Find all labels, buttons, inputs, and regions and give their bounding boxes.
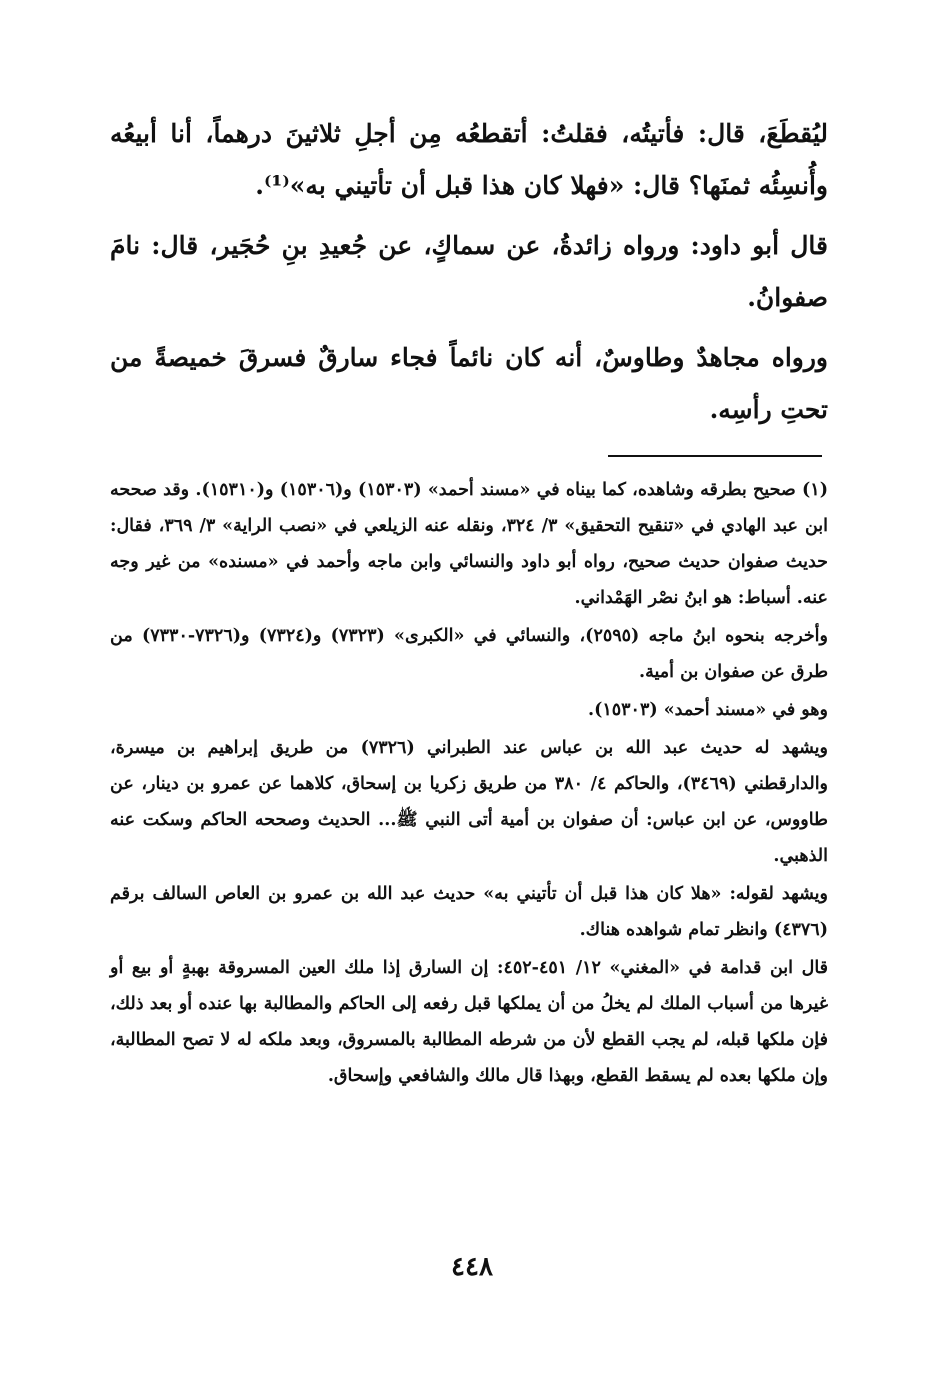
footnote-4: ويشهد له حديث عبد الله بن عباس عند الطبراني (٧٣٢٦) من طريق إبراهيم بن ميسرة، والدارقطني (٣٤٦٩)، والحاكم ٤/ ٣٨٠ من طريق زكريا بن إسحاق، كلاهما عن عمرو بن دينار، عن طاووس، عن ابن عباس: أن صفوان بن أمية أتى النبي ﷺ... الحديث وصححه الحاكم وسكت عنه الذهبي. xyxy=(110,738,829,866)
footnote-3: وهو في «مسند أحمد» (١٥٣٠٣). xyxy=(587,700,828,720)
main-text xyxy=(110,108,828,444)
main-paragraph-1: ليُقطَعَ، قال: فأتيتُه، فقلتُ: أتقطعُه مِن أجلِ ثلاثينَ درهماً، أنا أبيعُه وأُنسِئُه ثمنَها؟ قال: «فهلا كان هذا قبل أن تأتيني به»⁽¹⁾. xyxy=(110,119,828,200)
footnotes xyxy=(110,472,828,1096)
footnote-2: وأخرجه بنحوه ابنُ ماجه (٢٥٩٥)، والنسائي في «الكبرى» (٧٣٢٣) و(٧٣٢٤) و(٧٣٢٦-٧٣٣٠) من طرق عن صفوان بن أمية. xyxy=(110,626,828,682)
main-paragraph-3: ورواه مجاهدٌ وطاوسٌ، أنه كان نائماً فجاء سارقٌ فسرقَ خميصةً من تحتِ رأسِه. xyxy=(110,343,828,424)
main-paragraph-2: قال أبو داود: ورواه زائدةُ، عن سماكٍ، عن جُعيدِ بنِ حُجَير، قال: نامَ صفوانُ. xyxy=(110,231,828,312)
footnote-separator xyxy=(608,455,822,457)
page-number: ٤٤٨ xyxy=(451,1252,493,1282)
footnote-6: قال ابن قدامة في «المغني» ١٢/ ٤٥١-٤٥٢: إن السارق إذا ملك العين المسروقة بهبةٍ أو بيع أو غيرها من أسباب الملك لم يخلُ من أن يملكها قبل رفعه إلى الحاكم والمطالبة بها عنده أو بعد ذلك، فإن ملكها قبله، لم يجب القطع لأن من شرطه المطالبة بالمسروق، وبعد ملكه له لا تصح المطالبة، وإن ملكها بعده لم يسقط القطع، وبهذا قال مالك والشافعي وإسحاق. xyxy=(110,958,829,1086)
footnote-1: (١) صحيح بطرقه وشاهده، كما بيناه في «مسند أحمد» (١٥٣٠٣) و(١٥٣٠٦) و(١٥٣١٠). وقد صححه ابن عبد الهادي في «تنقيح التحقيق» ٣/ ٣٢٤، ونقله عنه الزيلعي في «نصب الراية» ٣/ ٣٦٩، فقال: حديث صفوان حديث صحيح، رواه أبو داود والنسائي وابن ماجه وأحمد في «مسنده» من غير وجه عنه. أسباط: هو ابنُ نصْر الهَمْداني. xyxy=(110,480,828,608)
footnote-5: ويشهد لقوله: «هلا كان هذا قبل أن تأتيني به» حديث عبد الله بن عمرو بن العاص السالف برقم (٤٣٧٦) وانظر تمام شواهده هناك. xyxy=(110,884,828,940)
